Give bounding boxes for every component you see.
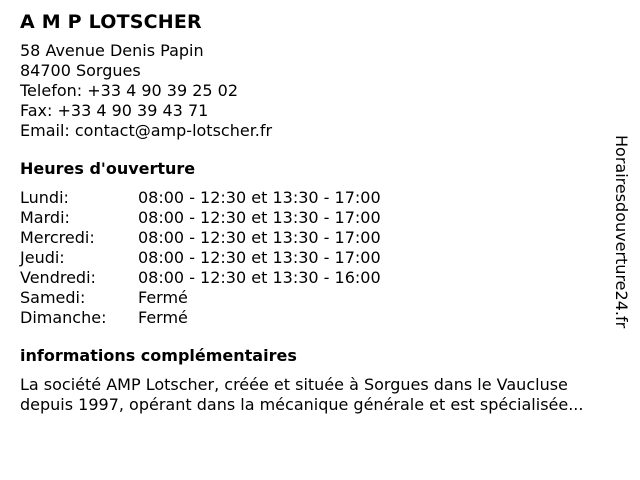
day-label: Samedi:: [20, 288, 86, 307]
info-line: depuis 1997, opérant dans la mécanique générale et est spécialisée...: [20, 395, 584, 414]
hours-heading: Heures d'ouverture: [20, 159, 196, 178]
day-label: Vendredi:: [20, 268, 96, 287]
hours-row-monday: [20, 188, 620, 208]
business-name: A M P LOTSCHER: [20, 11, 202, 33]
time-value: Fermé: [138, 288, 188, 307]
day-label: Mercredi:: [20, 228, 95, 247]
info-description: [20, 375, 620, 415]
time-value: 08:00 - 12:30 et 13:30 - 17:00: [138, 188, 381, 207]
business-card: [20, 10, 620, 415]
fax-number: Fax: +33 4 90 39 43 71: [20, 101, 209, 120]
day-label: Mardi:: [20, 208, 70, 227]
info-heading: informations complémentaires: [20, 346, 297, 365]
phone-number: Telefon: +33 4 90 39 25 02: [20, 81, 239, 100]
address-street: 58 Avenue Denis Papin: [20, 41, 204, 60]
hours-row-thursday: [20, 248, 620, 268]
time-value: 08:00 - 12:30 et 13:30 - 17:00: [138, 248, 381, 267]
time-value: 08:00 - 12:30 et 13:30 - 16:00: [138, 268, 381, 287]
time-value: Fermé: [138, 308, 188, 327]
time-value: 08:00 - 12:30 et 13:30 - 17:00: [138, 228, 381, 247]
day-label: Dimanche:: [20, 308, 107, 327]
hours-table: [20, 188, 620, 328]
hours-row-sunday: [20, 308, 620, 328]
hours-row-wednesday: [20, 228, 620, 248]
time-value: 08:00 - 12:30 et 13:30 - 17:00: [138, 208, 381, 227]
email-address: Email: contact@amp-lotscher.fr: [20, 121, 273, 140]
day-label: Jeudi:: [20, 248, 65, 267]
address-city: 84700 Sorgues: [20, 61, 141, 80]
hours-row-tuesday: [20, 208, 620, 228]
site-watermark: Horairesdouverture24.fr: [612, 135, 631, 329]
hours-row-saturday: [20, 288, 620, 308]
day-label: Lundi:: [20, 188, 69, 207]
info-line: La société AMP Lotscher, créée et située à Sorgues dans le Vaucluse: [20, 375, 568, 394]
hours-row-friday: [20, 268, 620, 288]
